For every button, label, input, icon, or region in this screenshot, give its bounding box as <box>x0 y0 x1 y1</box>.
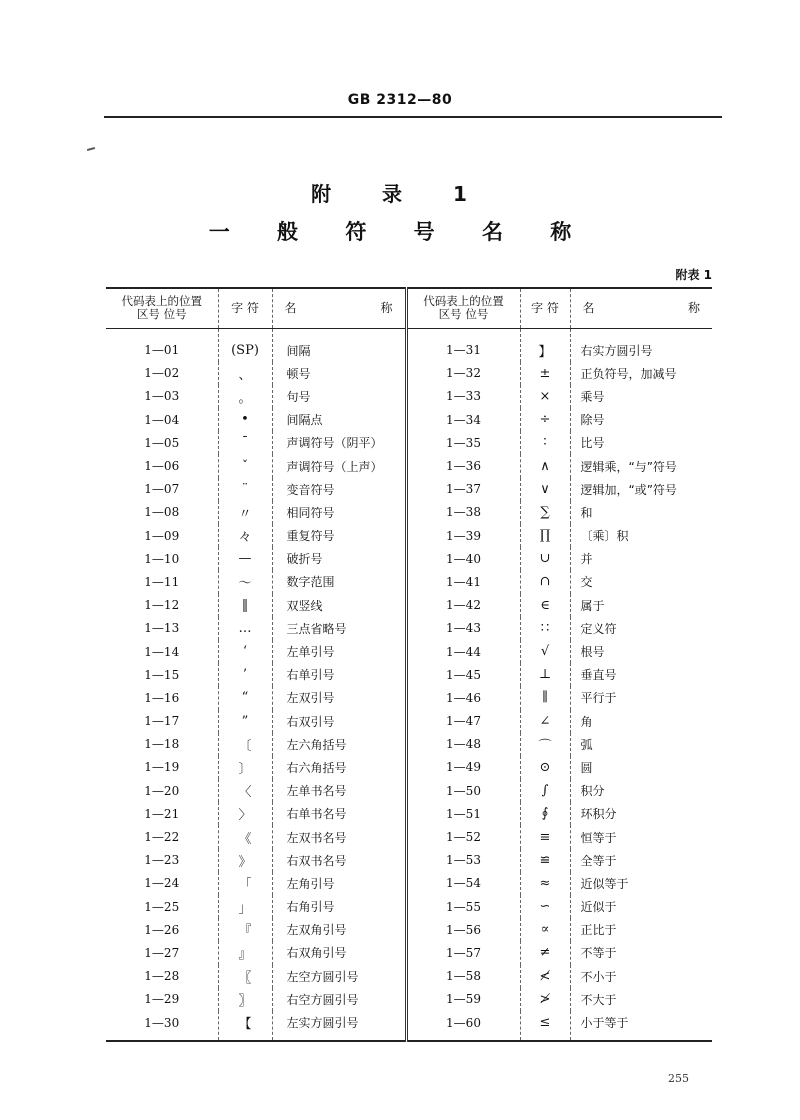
name-cell-2: 近似等于 <box>570 872 712 895</box>
name-cell-2: 比号 <box>570 431 712 454</box>
char-cell: 〔 <box>218 733 272 756</box>
name-cell-2: 和 <box>570 501 712 524</box>
name-cell: 左双角引号 <box>272 918 406 941</box>
char-cell-2: ∷ <box>520 617 570 640</box>
char-cell: … <box>218 617 272 640</box>
name-cell: 左空方圆引号 <box>272 965 406 988</box>
char-cell: 〉 <box>218 802 272 825</box>
standard-code-header: GB 2312—80 <box>347 92 453 108</box>
char-cell-2: × <box>520 385 570 408</box>
name-cell: 声调符号（阴平） <box>272 431 406 454</box>
char-cell-2: ∈ <box>520 594 570 617</box>
table-row <box>106 895 712 918</box>
char-cell-2: ∠ <box>520 710 570 733</box>
page-number: 255 <box>668 1072 689 1085</box>
table-row <box>106 686 712 709</box>
code-cell: 1—20 <box>144 783 180 798</box>
char-cell-2: ∝ <box>520 918 570 941</box>
table-row <box>106 825 712 848</box>
name-cell-2: 并 <box>570 547 712 570</box>
code-cell: 1—10 <box>144 551 180 566</box>
char-cell: 「 <box>218 872 272 895</box>
name-cell-2: 不小于 <box>570 965 712 988</box>
code-cell-2: 1—54 <box>406 872 520 895</box>
table-row <box>106 710 712 733</box>
code-cell: 1—08 <box>144 505 180 520</box>
code-cell: 1—30 <box>106 1011 218 1041</box>
table-body <box>106 328 712 1041</box>
name-cell: 双竖线 <box>272 594 406 617</box>
code-cell: 1—07 <box>144 482 180 497</box>
code-cell-2: 1—51 <box>406 802 520 825</box>
char-cell-2: ≈ <box>520 872 570 895</box>
char-cell: 【 <box>218 1011 272 1041</box>
code-cell: 1—18 <box>144 737 180 752</box>
code-cell: 1—22 <box>144 830 180 845</box>
name-cell: 左单引号 <box>272 640 406 663</box>
code-cell-2: 1—60 <box>406 1011 520 1041</box>
name-cell: 声调符号（上声） <box>272 454 406 477</box>
char-cell: “ <box>218 686 272 709</box>
code-cell-2: 1—38 <box>406 501 520 524</box>
code-cell: 1—29 <box>144 992 180 1007</box>
name-cell-2: 交 <box>570 570 712 593</box>
char-cell: 〗 <box>218 988 272 1011</box>
name-cell-2: 环积分 <box>570 802 712 825</box>
name-cell: 左双书名号 <box>272 825 406 848</box>
code-cell-2: 1—39 <box>406 524 520 547</box>
name-cell: 左单书名号 <box>272 779 406 802</box>
code-cell-2: 1—34 <box>406 408 520 431</box>
code-cell: 1—03 <box>144 389 180 404</box>
char-cell: 、 <box>218 362 272 385</box>
char-cell: 〖 <box>218 965 272 988</box>
name-cell-2: 〔乘〕积 <box>570 524 712 547</box>
table-row <box>106 802 712 825</box>
name-header <box>272 288 406 328</box>
code-cell: 1—23 <box>144 853 180 868</box>
char-cell: ” <box>218 710 272 733</box>
code-cell: 1—26 <box>144 922 180 937</box>
table-row <box>106 849 712 872</box>
char-cell: ¨ <box>218 478 272 501</box>
char-cell-2: ∮ <box>520 802 570 825</box>
code-cell-2: 1—49 <box>406 756 520 779</box>
name-cell-2: 除号 <box>570 408 712 431</box>
char-cell: (SP) <box>218 328 272 362</box>
code-cell-2: 1—50 <box>406 779 520 802</box>
name-cell: 右单引号 <box>272 663 406 686</box>
table-row <box>106 988 712 1011</box>
table-label: 附表 1 <box>675 268 712 282</box>
char-cell-2: ∥ <box>520 686 570 709</box>
name-cell: 相同符号 <box>272 501 406 524</box>
name-cell-2: 圆 <box>570 756 712 779</box>
name-cell: 右双书名号 <box>272 849 406 872</box>
name-cell-2: 乘号 <box>570 385 712 408</box>
code-cell: 1—11 <box>144 574 180 589</box>
name-cell-2: 右实方圆引号 <box>570 328 712 362</box>
char-cell: 」 <box>218 895 272 918</box>
name-cell-2: 弧 <box>570 733 712 756</box>
table-row <box>106 431 712 454</box>
char-cell: 々 <box>218 524 272 547</box>
name-cell-2: 正比于 <box>570 918 712 941</box>
name-cell: 左角引号 <box>272 872 406 895</box>
name-cell: 左实方圆引号 <box>272 1011 406 1041</box>
code-cell-2: 1—40 <box>406 547 520 570</box>
table-row <box>106 478 712 501</box>
char-cell-2: ⊙ <box>520 756 570 779</box>
code-cell-2: 1—33 <box>406 385 520 408</box>
name-cell: 左六角括号 <box>272 733 406 756</box>
name-header-right: 称 <box>380 300 393 315</box>
table-header-row <box>106 288 712 328</box>
char-cell: ‘ <box>218 640 272 663</box>
name-cell-2: 逻辑加，“或”符号 <box>570 478 712 501</box>
name-cell-2: 根号 <box>570 640 712 663</box>
char-cell-2: ÷ <box>520 408 570 431</box>
name-cell: 右角引号 <box>272 895 406 918</box>
table-row <box>106 779 712 802</box>
char-cell-2: ⌒ <box>520 733 570 756</box>
header-rule <box>104 116 722 118</box>
code-cell: 1—27 <box>144 945 180 960</box>
code-cell: 1—25 <box>144 899 180 914</box>
code-cell-2: 1—36 <box>406 454 520 477</box>
code-cell-2: 1—43 <box>406 617 520 640</box>
name-cell-2: 平行于 <box>570 686 712 709</box>
char-cell-2: ∧ <box>520 454 570 477</box>
name-cell: 三点省略号 <box>272 617 406 640</box>
code-cell-2: 1—58 <box>406 965 520 988</box>
char-cell: ’ <box>218 663 272 686</box>
char-cell-2: ∪ <box>520 547 570 570</box>
code-cell: 1—05 <box>144 435 180 450</box>
code-cell: 1—15 <box>144 667 180 682</box>
name-cell-2: 正负符号，加减号 <box>570 362 712 385</box>
name-cell: 间隔点 <box>272 408 406 431</box>
table-row <box>106 918 712 941</box>
name-cell-2: 全等于 <box>570 849 712 872</box>
char-cell-2: √ <box>520 640 570 663</box>
name-cell-2: 垂直号 <box>570 663 712 686</box>
table-row <box>106 872 712 895</box>
name-cell: 右双角引号 <box>272 941 406 964</box>
code-cell: 1—19 <box>144 760 180 775</box>
name-cell-2: 恒等于 <box>570 825 712 848</box>
char-cell: ˉ <box>218 431 272 454</box>
code-cell-2: 1—44 <box>406 640 520 663</box>
code-cell-2: 1—35 <box>406 431 520 454</box>
name-cell-2: 积分 <box>570 779 712 802</box>
char-cell-2: ∶ <box>520 431 570 454</box>
char-cell-2: ≤ <box>520 1011 570 1041</box>
code-cell: 1—13 <box>144 621 180 636</box>
symbol-table-wrapper <box>106 287 712 1042</box>
name-header-2 <box>570 288 712 328</box>
char-cell: 《 <box>218 825 272 848</box>
char-cell: ‖ <box>218 594 272 617</box>
name-cell: 间隔 <box>272 328 406 362</box>
char-cell-2: ≌ <box>520 849 570 872</box>
code-cell-2: 1—42 <box>406 594 520 617</box>
table-row <box>106 524 712 547</box>
code-cell-2: 1—57 <box>406 941 520 964</box>
char-header-2: 字 符 <box>520 288 570 328</box>
name-header-left: 名 <box>284 300 297 315</box>
name-cell: 句号 <box>272 385 406 408</box>
name-cell: 右六角括号 <box>272 756 406 779</box>
table-row <box>106 547 712 570</box>
name-cell-2: 不等于 <box>570 941 712 964</box>
position-header-line2: 区号 位号 <box>136 307 187 322</box>
code-cell-2: 1—59 <box>406 988 520 1011</box>
char-cell: 』 <box>218 941 272 964</box>
char-cell-2: ± <box>520 362 570 385</box>
table-row <box>106 756 712 779</box>
name-cell: 破折号 <box>272 547 406 570</box>
name-cell-2: 逻辑乘，“与”符号 <box>570 454 712 477</box>
code-cell-2: 1—47 <box>406 710 520 733</box>
table-row <box>106 640 712 663</box>
code-cell-2: 1—52 <box>406 825 520 848</box>
name-cell-2: 角 <box>570 710 712 733</box>
position-header-2-line2: 区号 位号 <box>438 307 489 322</box>
char-cell: — <box>218 547 272 570</box>
table-row <box>106 328 712 362</box>
name-cell: 右双引号 <box>272 710 406 733</box>
table-row <box>106 385 712 408</box>
code-cell: 1—17 <box>144 714 180 729</box>
code-cell: 1—14 <box>144 644 180 659</box>
char-cell-2: ≯ <box>520 988 570 1011</box>
code-cell-2: 1—55 <box>406 895 520 918</box>
table-row <box>106 501 712 524</box>
char-cell-2: ∩ <box>520 570 570 593</box>
code-cell: 1—09 <box>144 528 180 543</box>
position-header-2 <box>406 288 520 328</box>
name-cell-2: 不大于 <box>570 988 712 1011</box>
char-cell: 〃 <box>218 501 272 524</box>
name-cell: 数字范围 <box>272 570 406 593</box>
char-cell-2: ⊥ <box>520 663 570 686</box>
name-header-2-right: 称 <box>687 300 700 315</box>
name-cell: 重复符号 <box>272 524 406 547</box>
char-cell-2: ≡ <box>520 825 570 848</box>
scan-mark <box>87 147 95 151</box>
position-header-line1: 代码表上的位置 <box>121 294 202 309</box>
char-cell-2: ∏ <box>520 524 570 547</box>
table-row <box>106 408 712 431</box>
table-row <box>106 663 712 686</box>
code-cell-2: 1—48 <box>406 733 520 756</box>
name-cell: 右空方圆引号 <box>272 988 406 1011</box>
char-cell-2: ∑ <box>520 501 570 524</box>
table-row <box>106 965 712 988</box>
code-cell: 1—06 <box>144 459 180 474</box>
table-row <box>106 617 712 640</box>
table-row <box>106 1011 712 1041</box>
appendix-title: 附 录 1 <box>311 182 489 206</box>
table-row <box>106 570 712 593</box>
name-cell: 顿号 <box>272 362 406 385</box>
name-cell-2: 近似于 <box>570 895 712 918</box>
name-cell-2: 小于等于 <box>570 1011 712 1041</box>
name-cell-2: 属于 <box>570 594 712 617</box>
code-cell-2: 1—53 <box>406 849 520 872</box>
table-row <box>106 733 712 756</box>
code-cell: 1—21 <box>144 806 180 821</box>
char-cell-2: ≠ <box>520 941 570 964</box>
code-cell: 1—02 <box>144 366 180 381</box>
char-cell-2: 】 <box>520 328 570 362</box>
char-cell: ～ <box>218 570 272 593</box>
position-header-2-line1: 代码表上的位置 <box>423 294 504 309</box>
code-cell: 1—12 <box>144 598 180 613</box>
char-cell-2: ∽ <box>520 895 570 918</box>
table-row <box>106 941 712 964</box>
code-cell-2: 1—32 <box>406 362 520 385</box>
name-cell-2: 定义符 <box>570 617 712 640</box>
char-cell: • <box>218 408 272 431</box>
char-cell-2: ∨ <box>520 478 570 501</box>
code-cell: 1—16 <box>144 690 180 705</box>
code-cell-2: 1—56 <box>406 918 520 941</box>
table-row <box>106 362 712 385</box>
code-cell-2: 1—45 <box>406 663 520 686</box>
name-header-2-left: 名 <box>582 300 595 315</box>
code-cell: 1—28 <box>144 969 180 984</box>
section-title: 一 般 符 号 名 称 <box>208 220 592 244</box>
table-row <box>106 594 712 617</box>
char-cell-2: ≮ <box>520 965 570 988</box>
code-cell-2: 1—31 <box>406 328 520 362</box>
char-header: 字 符 <box>218 288 272 328</box>
name-cell: 变音符号 <box>272 478 406 501</box>
code-cell-2: 1—37 <box>406 478 520 501</box>
char-cell-2: ∫ <box>520 779 570 802</box>
code-cell: 1—04 <box>144 412 180 427</box>
char-cell: ˇ <box>218 454 272 477</box>
code-cell: 1—24 <box>144 876 180 891</box>
char-cell: 〈 <box>218 779 272 802</box>
position-header <box>106 288 218 328</box>
char-cell: 『 <box>218 918 272 941</box>
name-cell: 右单书名号 <box>272 802 406 825</box>
char-cell: 〕 <box>218 756 272 779</box>
symbol-name-table <box>106 287 712 1042</box>
code-cell: 1—01 <box>144 343 180 358</box>
name-cell: 左双引号 <box>272 686 406 709</box>
char-cell: 》 <box>218 849 272 872</box>
char-cell: 。 <box>218 385 272 408</box>
code-cell-2: 1—41 <box>406 570 520 593</box>
code-cell-2: 1—46 <box>406 686 520 709</box>
table-row <box>106 454 712 477</box>
